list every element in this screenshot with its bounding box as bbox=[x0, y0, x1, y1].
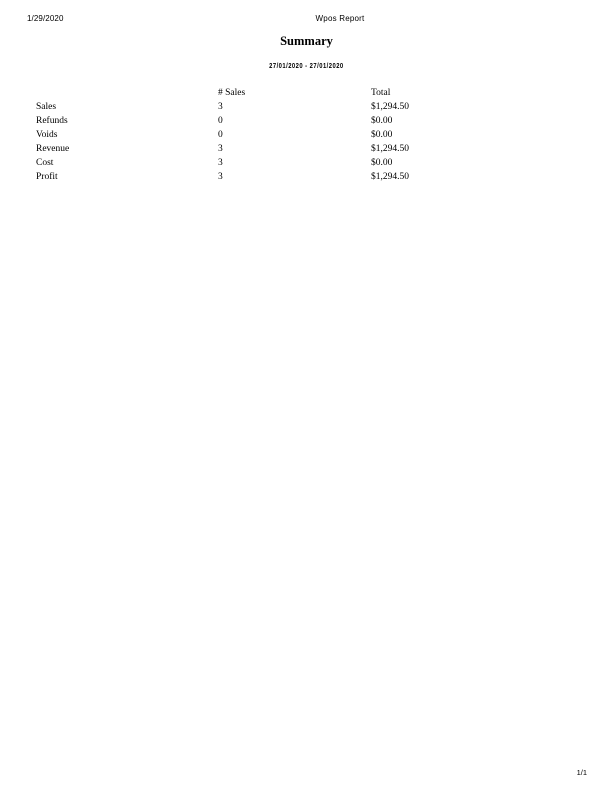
row-total: $0.00 bbox=[371, 158, 393, 168]
table-row bbox=[33, 100, 491, 114]
row-total: $1,294.50 bbox=[371, 172, 409, 182]
row-label: Sales bbox=[36, 102, 57, 112]
row-sales-count: 3 bbox=[218, 172, 223, 182]
table-row bbox=[33, 156, 491, 170]
row-label: Cost bbox=[36, 158, 54, 168]
summary-table bbox=[33, 86, 491, 184]
table-header-row bbox=[33, 86, 491, 100]
table-row bbox=[33, 142, 491, 156]
row-total: $1,294.50 bbox=[371, 102, 409, 112]
row-sales-count: 3 bbox=[218, 158, 223, 168]
print-date: 1/29/2020 bbox=[27, 14, 64, 23]
column-header-sales: # Sales bbox=[218, 88, 246, 98]
row-label: Voids bbox=[36, 130, 58, 140]
row-total: $0.00 bbox=[371, 130, 393, 140]
row-sales-count: 3 bbox=[218, 102, 223, 112]
column-header-label bbox=[33, 86, 215, 100]
page-number: 1/1 bbox=[576, 768, 587, 777]
row-label: Profit bbox=[36, 172, 58, 182]
table-row bbox=[33, 114, 491, 128]
column-header-total: Total bbox=[371, 88, 391, 98]
table-row bbox=[33, 170, 491, 184]
print-header-title: Wpos Report bbox=[315, 14, 365, 23]
row-label: Revenue bbox=[36, 144, 70, 154]
date-range: 27/01/2020 - 27/01/2020 bbox=[269, 61, 344, 70]
row-sales-count: 3 bbox=[218, 144, 223, 154]
row-total: $0.00 bbox=[371, 116, 393, 126]
row-sales-count: 0 bbox=[218, 116, 223, 126]
row-sales-count: 0 bbox=[218, 130, 223, 140]
row-label: Refunds bbox=[36, 116, 68, 126]
row-total: $1,294.50 bbox=[371, 144, 409, 154]
table-row bbox=[33, 128, 491, 142]
page-title: Summary bbox=[280, 34, 333, 48]
